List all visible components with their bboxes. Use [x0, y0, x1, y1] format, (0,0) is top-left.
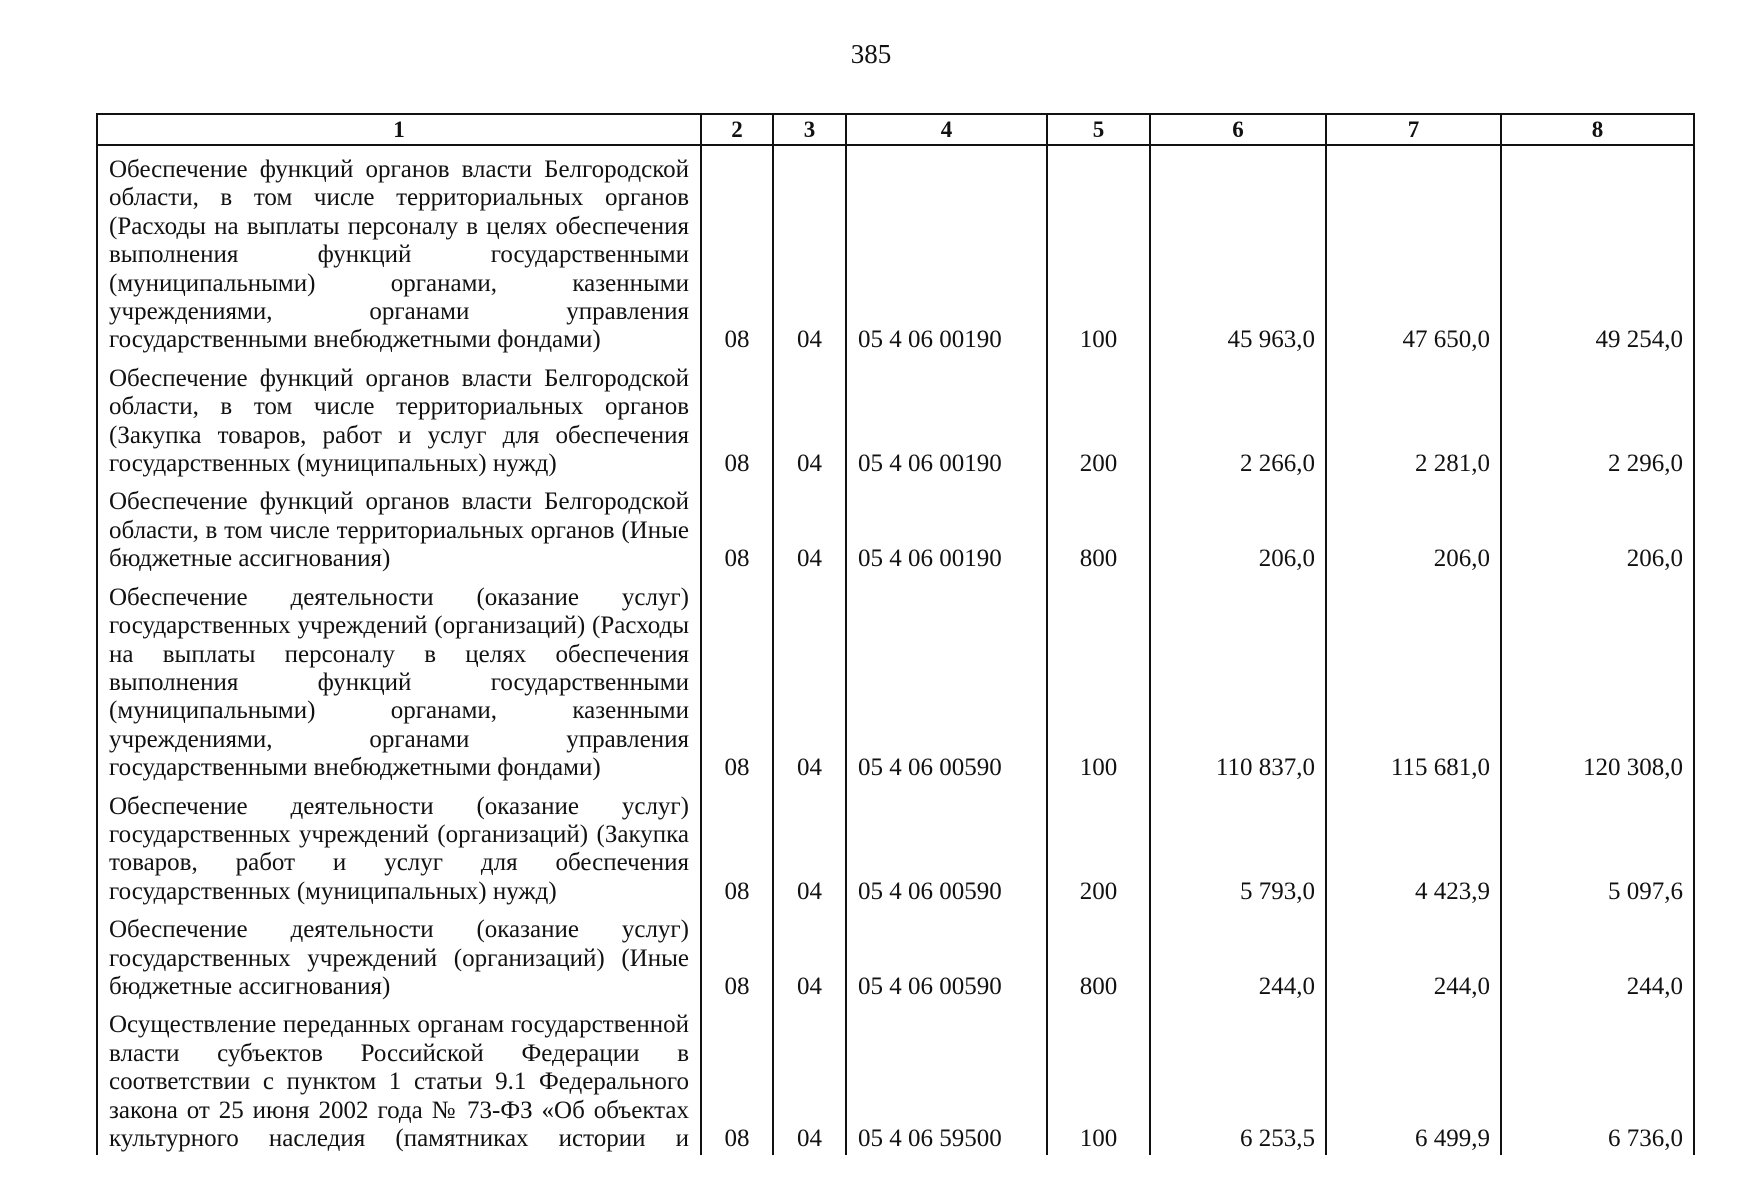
row-section: 08 — [701, 357, 773, 481]
row-sum-col-6: 5 793,0 — [1150, 785, 1326, 909]
row-sum-col-8: 206,0 — [1501, 480, 1694, 575]
row-name: Обеспечение деятельности (оказание услуг) государственных учреждений (организаций) (Иные бюджетные ассигнования) — [97, 908, 701, 1003]
row-sum-col-7: 47 650,0 — [1326, 145, 1501, 357]
row-section: 08 — [701, 576, 773, 785]
row-target-article: 05 4 06 00590 — [846, 908, 1047, 1003]
row-target-article: 05 4 06 00190 — [846, 480, 1047, 575]
row-expense-type: 200 — [1047, 785, 1150, 909]
budget-table — [96, 113, 1695, 1155]
header-col-2: 2 — [701, 114, 773, 145]
row-sum-col-8: 244,0 — [1501, 908, 1694, 1003]
row-sum-col-8: 120 308,0 — [1501, 576, 1694, 785]
row-name: Обеспечение функций органов власти Белгородской области, в том числе территориальных органов (Расходы на выплаты персоналу в целях обеспечения выполнения функций государственными (муниципальными) органами, казенными учреждениями, органами управления государственными внебюджетными фондами) — [97, 145, 701, 357]
row-sum-col-6: 206,0 — [1150, 480, 1326, 575]
row-sum-col-8: 5 097,6 — [1501, 785, 1694, 909]
row-subsection: 04 — [773, 145, 846, 357]
row-expense-type: 200 — [1047, 357, 1150, 481]
page-number: 385 — [850, 39, 892, 69]
row-section: 08 — [701, 145, 773, 357]
row-subsection: 04 — [773, 480, 846, 575]
row-section: 08 — [701, 480, 773, 575]
row-name: Обеспечение деятельности (оказание услуг) государственных учреждений (организаций) (Расходы на выплаты персоналу в целях обеспечения выполнения функций государственными (муниципальными) органами, казенными учреждениями, органами управления государственными внебюджетными фондами) — [97, 576, 701, 785]
row-sum-col-8: 49 254,0 — [1501, 145, 1694, 357]
row-sum-col-6: 2 266,0 — [1150, 357, 1326, 481]
header-col-1: 1 — [97, 114, 701, 145]
row-target-article: 05 4 06 00590 — [846, 785, 1047, 909]
row-sum-col-7: 244,0 — [1326, 908, 1501, 1003]
row-sum-col-6: 6 253,5 — [1150, 1003, 1326, 1155]
row-name: Обеспечение деятельности (оказание услуг) государственных учреждений (организаций) (Закупка товаров, работ и услуг для обеспечения государственных (муниципальных) нужд) — [97, 785, 701, 909]
table-row — [97, 480, 1694, 575]
row-sum-col-6: 244,0 — [1150, 908, 1326, 1003]
row-subsection: 04 — [773, 357, 846, 481]
row-expense-type: 100 — [1047, 1003, 1150, 1155]
row-name: Обеспечение функций органов власти Белгородской области, в том числе территориальных органов (Закупка товаров, работ и услуг для обеспечения государственных (муниципальных) нужд) — [97, 357, 701, 481]
row-section: 08 — [701, 1003, 773, 1155]
row-target-article: 05 4 06 59500 — [846, 1003, 1047, 1155]
row-subsection: 04 — [773, 576, 846, 785]
table-row — [97, 576, 1694, 785]
header-col-8: 8 — [1501, 114, 1694, 145]
table-row — [97, 908, 1694, 1003]
row-target-article: 05 4 06 00190 — [846, 357, 1047, 481]
row-sum-col-7: 4 423,9 — [1326, 785, 1501, 909]
row-sum-col-6: 110 837,0 — [1150, 576, 1326, 785]
row-section: 08 — [701, 785, 773, 909]
row-expense-type: 100 — [1047, 576, 1150, 785]
row-expense-type: 100 — [1047, 145, 1150, 357]
table-header-row — [97, 114, 1694, 145]
row-subsection: 04 — [773, 1003, 846, 1155]
header-col-3: 3 — [773, 114, 846, 145]
row-expense-type: 800 — [1047, 908, 1150, 1003]
table-row — [97, 785, 1694, 909]
table-row — [97, 1003, 1694, 1155]
row-name: Осуществление переданных органам государственной власти субъектов Российской Федерации в соответствии с пунктом 1 статьи 9.1 Федерального закона от 25 июня 2002 года № 73-ФЗ «Об объектах культурного наследия (памятниках истории и — [97, 1003, 701, 1155]
row-sum-col-7: 6 499,9 — [1326, 1003, 1501, 1155]
row-subsection: 04 — [773, 785, 846, 909]
row-sum-col-8: 6 736,0 — [1501, 1003, 1694, 1155]
header-col-7: 7 — [1326, 114, 1501, 145]
row-sum-col-7: 115 681,0 — [1326, 576, 1501, 785]
row-target-article: 05 4 06 00590 — [846, 576, 1047, 785]
row-sum-col-6: 45 963,0 — [1150, 145, 1326, 357]
row-sum-col-7: 2 281,0 — [1326, 357, 1501, 481]
row-expense-type: 800 — [1047, 480, 1150, 575]
table-row — [97, 145, 1694, 357]
header-col-4: 4 — [846, 114, 1047, 145]
row-sum-col-7: 206,0 — [1326, 480, 1501, 575]
header-col-6: 6 — [1150, 114, 1326, 145]
row-subsection: 04 — [773, 908, 846, 1003]
row-name: Обеспечение функций органов власти Белгородской области, в том числе территориальных органов (Иные бюджетные ассигнования) — [97, 480, 701, 575]
table-row — [97, 357, 1694, 481]
row-section: 08 — [701, 908, 773, 1003]
header-col-5: 5 — [1047, 114, 1150, 145]
row-sum-col-8: 2 296,0 — [1501, 357, 1694, 481]
row-target-article: 05 4 06 00190 — [846, 145, 1047, 357]
